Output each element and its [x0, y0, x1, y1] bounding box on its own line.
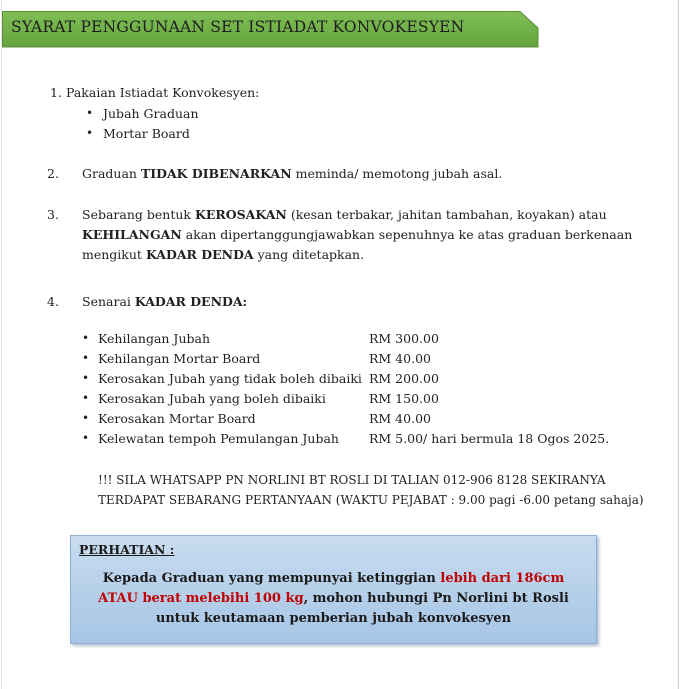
attention-box	[70, 535, 597, 644]
item3-line3	[82, 247, 364, 263]
bullet-icon: •	[82, 411, 90, 425]
bullet-icon: •	[82, 331, 90, 345]
fine-label: Kelewatan tempoh Pemulangan Jubah	[98, 431, 339, 446]
attention-line1-pre: Kepada Graduan yang mempunyai ketinggian	[102, 571, 441, 586]
attention-body	[71, 569, 596, 629]
fine-label: Kehilangan Mortar Board	[98, 351, 261, 366]
item1-label: Pakaian Istiadat Konvokesyen:	[66, 85, 260, 100]
fine-label: Kerosakan Jubah yang boleh dibaiki	[98, 391, 326, 406]
list-item: Mortar Board	[103, 126, 190, 141]
attention-line2-red: ATAU berat melebihi 100 kg	[98, 591, 304, 606]
item1-number: 1.	[50, 85, 62, 100]
item2-pre: Graduan	[82, 166, 141, 181]
item3-line3-post: yang ditetapkan.	[253, 247, 365, 262]
page-edge-left	[1, 0, 2, 689]
page-edge-right	[678, 0, 679, 689]
item3-line1-bold: KEROSAKAN	[194, 207, 287, 222]
title-banner	[2, 11, 538, 47]
item3-number: 3.	[47, 207, 59, 222]
item2-bold: TIDAK DIBENARKAN	[140, 166, 292, 181]
fine-amount: RM 40.00	[369, 411, 431, 426]
bullet-icon: •	[82, 391, 90, 405]
fine-amount: RM 40.00	[369, 351, 431, 366]
item3-line1	[82, 207, 607, 223]
bullet-icon: •	[82, 431, 90, 445]
item3-line3-pre: mengikut	[82, 247, 146, 262]
item3-line1-pre: Sebarang bentuk	[82, 207, 195, 222]
item4-bold: KADAR DENDA:	[134, 294, 248, 309]
item2-number: 2.	[47, 166, 59, 181]
item3-line1-post: (kesan terbakar, jahitan tambahan, koyakan) atau	[286, 207, 607, 222]
fine-amount: RM 150.00	[369, 391, 439, 406]
item3-line3-bold: KADAR DENDA	[145, 247, 254, 262]
contact-line2: TERDAPAT SEBARANG PERTANYAAN (WAKTU PEJABAT : 9.00 pagi -6.00 petang sahaja)	[98, 493, 644, 507]
bullet-icon: •	[86, 106, 94, 120]
attention-line2	[71, 589, 596, 609]
attention-title: PERHATIAN :	[79, 542, 175, 557]
item3-line2	[82, 227, 632, 243]
item4-number: 4.	[47, 294, 59, 309]
attention-line1	[71, 569, 596, 589]
fine-amount: RM 300.00	[369, 331, 439, 346]
attention-line3: untuk keutamaan pemberian jubah konvokesyen	[155, 611, 512, 626]
bullet-icon: •	[82, 351, 90, 365]
fine-amount: RM 200.00	[369, 371, 439, 386]
item4-pre: Senarai	[82, 294, 135, 309]
bullet-icon: •	[82, 371, 90, 385]
item2-post: meminda/ memotong jubah asal.	[291, 166, 503, 181]
attention-line1-red: lebih dari 186cm	[440, 571, 565, 586]
contact-line1: !!! SILA WHATSAPP PN NORLINI BT ROSLI DI TALIAN 012-906 8128 SEKIRANYA	[98, 473, 606, 487]
fine-label: Kerosakan Jubah yang tidak boleh dibaiki	[98, 371, 362, 386]
item3-line2-post: akan dipertanggungjawabkan sepenuhnya ke atas graduan berkenaan	[181, 227, 633, 242]
bullet-icon: •	[86, 126, 94, 140]
fine-label: Kehilangan Jubah	[98, 331, 210, 346]
fine-label: Kerosakan Mortar Board	[98, 411, 256, 426]
attention-line2-post: , mohon hubungi Pn Norlini bt Rosli	[303, 591, 569, 606]
page-title: SYARAT PENGGUNAAN SET ISTIADAT KONVOKESYEN	[11, 18, 465, 36]
item4-heading	[82, 294, 247, 310]
fine-amount: RM 5.00/ hari bermula 18 Ogos 2025.	[369, 431, 610, 446]
list-item: Jubah Graduan	[103, 106, 199, 121]
item3-line2-bold: KEHILANGAN	[82, 227, 182, 242]
item2-text	[82, 166, 502, 182]
